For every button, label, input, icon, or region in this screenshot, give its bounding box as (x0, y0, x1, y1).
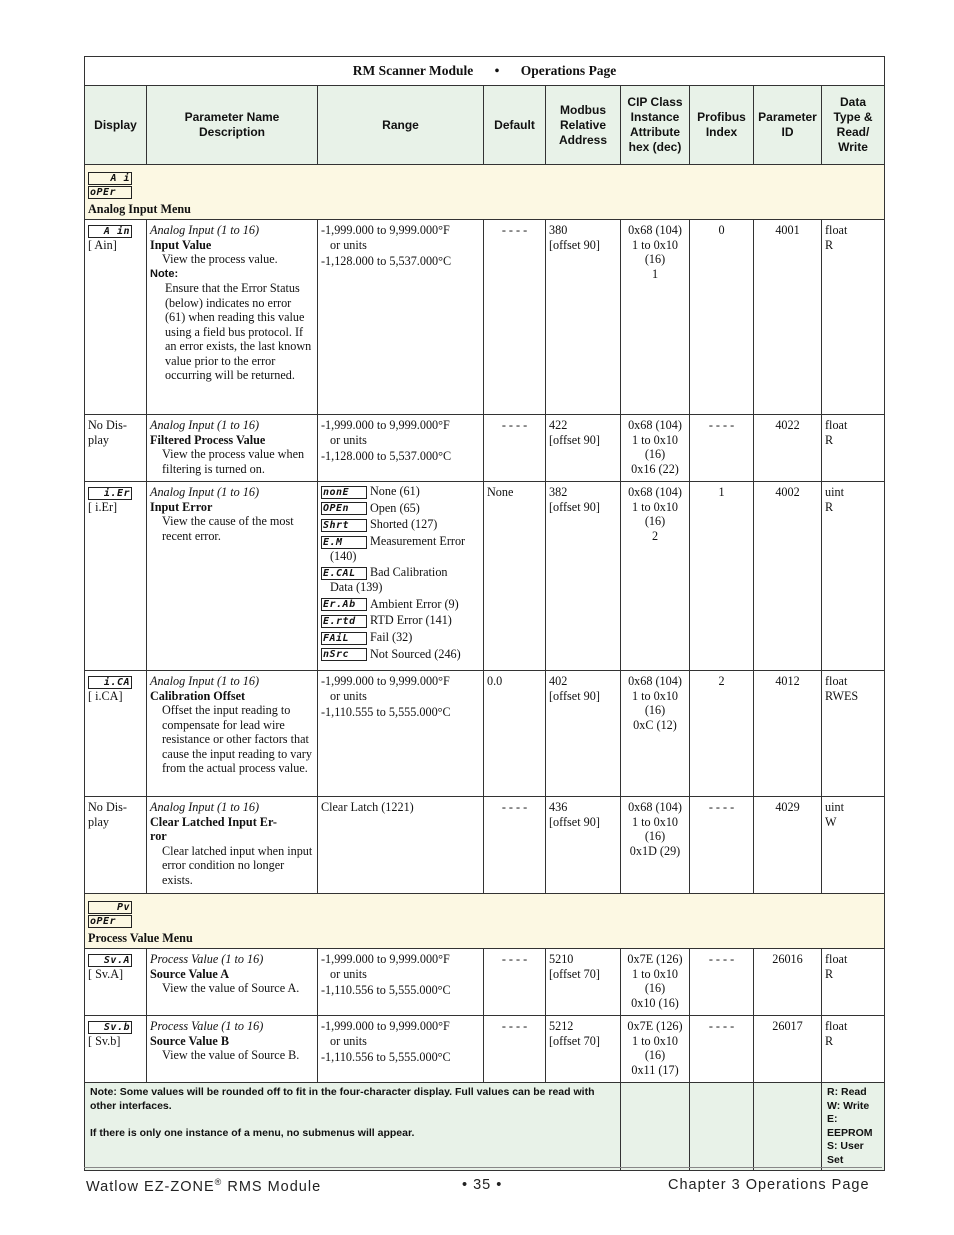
lcd-display-icon: nonE (321, 486, 367, 499)
default-cell: None (484, 482, 546, 671)
data-type: float (825, 1019, 848, 1033)
lcd-display-icon: Sv.b (88, 1021, 132, 1034)
modbus-address: 436 (549, 800, 568, 814)
header-modbus: Modbus Relative Address (546, 86, 621, 165)
cip-attribute: 1 (651, 266, 659, 281)
range-cell (318, 1016, 484, 1083)
parameter-category: Analog Input (1 to 16) (150, 674, 259, 688)
footnote-submenus: If there is only one instance of a menu, no submenus will appear. (90, 1126, 415, 1139)
default-cell: - - - - (484, 1016, 546, 1083)
footer-product-name: RMS Module (222, 1178, 322, 1195)
parameter-cell (147, 671, 318, 797)
footer-product (86, 1177, 321, 1195)
cip-class: 0x68 (104) (628, 800, 682, 814)
parameter-name: Source Value A (150, 966, 230, 981)
read-write: R (825, 966, 834, 981)
cip-instance: 1 to 0x10 (631, 499, 679, 514)
display-cell (85, 797, 147, 894)
lcd-display-icon: Sv.A (88, 954, 132, 967)
range-option-label: Not Sourced (246) (370, 646, 461, 661)
range-units: or units (330, 966, 367, 981)
parameter-description: Offset the input reading to compensate for lead wire resistance or other factors that cause the input reading to vary from the actual process value. (162, 703, 312, 775)
cip-instance-dec: (16) (644, 1048, 666, 1062)
cip-instance: 1 to 0x10 (631, 814, 679, 829)
menu-row-analog-input (85, 165, 885, 220)
display-text: play (88, 432, 109, 447)
cip-class: 0x68 (104) (628, 674, 682, 688)
cip-instance-dec: (16) (644, 703, 666, 717)
operations-parameter-table (84, 56, 885, 1171)
table-row (85, 797, 885, 894)
cip-instance-dec: (16) (644, 829, 666, 843)
display-code: [ i.Er] (88, 499, 118, 514)
parameter-id-cell: 26017 (754, 1016, 822, 1083)
default-cell: - - - - (484, 415, 546, 482)
range-option-label: Bad Calibration (370, 565, 448, 580)
legend-write: W: Write (827, 1099, 870, 1112)
cip-attribute: 0x10 (16) (631, 995, 679, 1010)
profibus-cell: - - - - (690, 797, 754, 894)
read-write: R (825, 432, 834, 447)
data-type-cell (822, 797, 885, 894)
parameter-id-cell: 26016 (754, 949, 822, 1016)
cip-cell (621, 220, 690, 415)
modbus-offset: [offset 90] (549, 814, 600, 829)
profibus-cell: - - - - (690, 415, 754, 482)
menu-cell-analog-input (85, 165, 885, 220)
range-option-label: Open (65) (370, 500, 420, 515)
range-units: or units (330, 237, 367, 252)
modbus-offset: [offset 70] (549, 966, 600, 981)
lcd-display-icon: E.rtd (321, 615, 367, 628)
cip-class: 0x7E (126) (627, 1019, 683, 1033)
lcd-display-icon: nSrc (321, 648, 367, 661)
lcd-display-icon: Er.Ab (321, 598, 367, 611)
parameter-category: Analog Input (1 to 16) (150, 418, 259, 432)
data-type: uint (825, 800, 844, 814)
cip-cell (621, 482, 690, 671)
display-text: play (88, 814, 109, 829)
modbus-cell (546, 797, 621, 894)
range-celsius: -1,128.000 to 5,537.000°C (321, 449, 452, 463)
registered-mark: ® (214, 1177, 223, 1187)
parameter-cell (147, 797, 318, 894)
profibus-cell: 0 (690, 220, 754, 415)
lcd-display-icon: E.M (321, 536, 367, 549)
read-write: R (825, 1033, 834, 1048)
menu-cell-process-value (85, 894, 885, 949)
range-option (321, 647, 480, 662)
range-option (321, 613, 480, 628)
range-option (321, 534, 480, 549)
display-code: [ Ain] (88, 237, 117, 252)
cip-instance-dec: (16) (644, 981, 666, 995)
data-type-cell (822, 949, 885, 1016)
cip-class: 0x68 (104) (628, 223, 682, 237)
parameter-category: Analog Input (1 to 16) (150, 800, 259, 814)
read-write: RWES (825, 688, 859, 703)
header-range: Range (318, 86, 484, 165)
cip-attribute: 0x16 (22) (631, 461, 679, 476)
cip-instance: 1 to 0x10 (631, 966, 679, 981)
cip-cell (621, 797, 690, 894)
modbus-cell (546, 220, 621, 415)
parameter-name-cont: ror (150, 829, 167, 843)
lcd-display-icon: i.CA (88, 676, 132, 689)
range-option-label: None (61) (370, 484, 420, 498)
header-default: Default (484, 86, 546, 165)
display-cell (85, 220, 147, 415)
display-code: [ Sv.b] (88, 1033, 121, 1048)
range-option-label: RTD Error (141) (370, 613, 452, 628)
footnote-row (85, 1083, 885, 1171)
parameter-cell (147, 482, 318, 671)
cip-class: 0x68 (104) (628, 418, 682, 432)
cip-instance-dec: (16) (644, 447, 666, 461)
parameter-cell (147, 1016, 318, 1083)
parameter-id-cell: 4002 (754, 482, 822, 671)
modbus-address: 422 (549, 418, 568, 432)
note-text: Ensure that the Error Status (below) indicates no error (61) when reading this value using a field bus protocol. If an error exists, the last known value prior to the error occurring will be returned. (165, 281, 312, 382)
legend-read: R: Read (827, 1086, 867, 1098)
note-label: Note: (150, 267, 179, 280)
range-fahrenheit: -1,999.000 to 9,999.000°F (321, 418, 450, 432)
range-option (321, 517, 480, 532)
read-write-legend (822, 1083, 885, 1171)
cip-class: 0x68 (104) (628, 485, 682, 499)
range-option: Clear Latch (1221) (321, 800, 414, 814)
range-cell (318, 220, 484, 415)
profibus-cell: 1 (690, 482, 754, 671)
display-text: No Dis- (88, 800, 127, 814)
parameter-description: View the value of Source B. (162, 1048, 300, 1062)
range-units: or units (330, 432, 367, 447)
range-cell (318, 797, 484, 894)
default-cell: 0.0 (484, 671, 546, 797)
default-cell: - - - - (484, 220, 546, 415)
profibus-cell: - - - - (690, 949, 754, 1016)
table-row (85, 415, 885, 482)
range-celsius: -1,110.556 to 5,555.000°C (321, 1050, 451, 1064)
cip-attribute: 2 (651, 528, 659, 543)
display-cell (85, 482, 147, 671)
parameter-category: Analog Input (1 to 16) (150, 223, 259, 237)
menu-row-process-value (85, 894, 885, 949)
parameter-id-cell: 4022 (754, 415, 822, 482)
range-celsius: -1,110.555 to 5,555.000°C (321, 705, 451, 719)
range-option (321, 484, 480, 499)
header-parameter-name: Parameter Name Description (147, 86, 318, 165)
table-row (85, 220, 885, 415)
range-option-label: Shorted (127) (370, 517, 438, 532)
data-type-cell (822, 220, 885, 415)
parameter-name: Input Value (150, 237, 212, 252)
range-option-label-cont: Data (139) (330, 580, 383, 595)
range-cell (318, 949, 484, 1016)
range-units: or units (330, 1033, 367, 1048)
data-type-cell (822, 1016, 885, 1083)
read-write: W (825, 814, 837, 829)
parameter-name: Filtered Process Value (150, 432, 266, 447)
display-code: [ Sv.A] (88, 966, 124, 981)
footer-chapter: Chapter 3 Operations Page (668, 1177, 870, 1193)
data-type-cell (822, 671, 885, 797)
header-data-type: Data Type & Read/ Write (822, 86, 885, 165)
default-cell: - - - - (484, 797, 546, 894)
parameter-description: View the cause of the most recent error. (162, 514, 294, 543)
default-cell: - - - - (484, 949, 546, 1016)
table-header-row (85, 86, 885, 165)
parameter-cell (147, 949, 318, 1016)
parameter-name: Source Value B (150, 1033, 230, 1048)
menu-title: Process Value Menu (88, 930, 193, 945)
display-text: No Dis- (88, 418, 127, 432)
data-type: float (825, 418, 848, 432)
modbus-address: 380 (549, 223, 568, 237)
page-number: • 35 • (462, 1177, 503, 1193)
table-row (85, 482, 885, 671)
header-parameter-id: Parameter ID (754, 86, 822, 165)
parameter-description: View the process value. (162, 252, 278, 266)
footnote-empty (621, 1083, 690, 1171)
data-type-cell (822, 415, 885, 482)
parameter-id-cell: 4012 (754, 671, 822, 797)
range-fahrenheit: -1,999.000 to 9,999.000°F (321, 1019, 450, 1033)
modbus-offset: [offset 90] (549, 499, 600, 514)
cip-instance-dec: (16) (644, 252, 666, 266)
parameter-description: Clear latched input when input error condition no longer exists. (162, 843, 313, 887)
modbus-cell (546, 482, 621, 671)
table-title (85, 57, 885, 86)
data-type: float (825, 674, 848, 688)
display-cell (85, 949, 147, 1016)
modbus-cell (546, 415, 621, 482)
cip-instance: 1 to 0x10 (631, 688, 679, 703)
parameter-category: Process Value (1 to 16) (150, 952, 264, 966)
lcd-display-icon: oPEr (88, 186, 132, 199)
range-option (321, 630, 480, 645)
cip-instance: 1 to 0x10 (631, 1033, 679, 1048)
lcd-display-icon: E.CAL (321, 567, 367, 580)
display-cell (85, 415, 147, 482)
table-title-page: Operations Page (520, 62, 617, 78)
modbus-address: 5210 (549, 952, 574, 966)
data-type: uint (825, 485, 844, 499)
lcd-display-icon: Shrt (321, 519, 367, 532)
lcd-display-icon: oPEr (88, 915, 132, 928)
profibus-cell: 2 (690, 671, 754, 797)
cip-cell (621, 949, 690, 1016)
parameter-category: Analog Input (1 to 16) (150, 485, 259, 499)
cip-attribute: 0x1D (29) (629, 843, 681, 858)
range-option (321, 501, 480, 516)
parameter-description: View the value of Source A. (162, 981, 300, 995)
lcd-display-icon: i.Er (88, 487, 132, 500)
cip-instance: 1 to 0x10 (631, 432, 679, 447)
range-option-label: Fail (32) (370, 629, 413, 644)
footer-divider (84, 1167, 882, 1168)
range-cell (318, 482, 484, 671)
table-row (85, 671, 885, 797)
parameter-name: Calibration Offset (150, 688, 246, 703)
parameter-category: Process Value (1 to 16) (150, 1019, 264, 1033)
parameter-name: Clear Latched Input Er- (150, 814, 277, 829)
range-fahrenheit: -1,999.000 to 9,999.000°F (321, 952, 450, 966)
display-cell (85, 671, 147, 797)
cip-cell (621, 1016, 690, 1083)
cip-instance: 1 to 0x10 (631, 237, 679, 252)
lcd-display-icon: A i (88, 172, 132, 185)
profibus-cell: - - - - (690, 1016, 754, 1083)
table-row (85, 1016, 885, 1083)
read-write: R (825, 237, 834, 252)
legend-user-set: S: User Set (827, 1140, 864, 1166)
range-fahrenheit: -1,999.000 to 9,999.000°F (321, 223, 450, 237)
range-option-label-cont: (140) (330, 548, 357, 563)
modbus-offset: [offset 90] (549, 237, 600, 252)
header-display: Display (85, 86, 147, 165)
data-type: float (825, 223, 848, 237)
legend-eeprom: E: EEPROM (827, 1113, 873, 1139)
header-profibus: Profibus Index (690, 86, 754, 165)
modbus-address: 5212 (549, 1019, 574, 1033)
range-option-label: Ambient Error (9) (370, 596, 459, 611)
data-type-cell (822, 482, 885, 671)
range-units: or units (330, 688, 367, 703)
lcd-display-icon: FAiL (321, 632, 367, 645)
parameter-cell (147, 220, 318, 415)
menu-title: Analog Input Menu (88, 201, 191, 216)
read-write: R (825, 499, 834, 514)
footnote-rounding: Note: Some values will be rounded off to fit in the four-character display. Full values can be read with other interfaces. (90, 1086, 595, 1112)
cip-class: 0x7E (126) (627, 952, 683, 966)
table-title-separator: • (494, 62, 500, 78)
header-cip: CIP Class Instance Attribute hex (dec) (621, 86, 690, 165)
lcd-display-icon: OPEn (321, 502, 367, 515)
data-type: float (825, 952, 848, 966)
parameter-description: View the process value when filtering is turned on. (162, 447, 305, 476)
range-cell (318, 415, 484, 482)
range-celsius: -1,128.000 to 5,537.000°C (321, 254, 452, 268)
modbus-cell (546, 671, 621, 797)
parameter-id-cell: 4001 (754, 220, 822, 415)
parameter-id-cell: 4029 (754, 797, 822, 894)
table-row (85, 949, 885, 1016)
table-title-row (85, 57, 885, 86)
parameter-cell (147, 415, 318, 482)
footnote-empty (690, 1083, 754, 1171)
range-option-label: Measurement Error (370, 534, 466, 549)
modbus-address: 402 (549, 674, 568, 688)
footer-brand: Watlow EZ-ZONE (86, 1178, 215, 1195)
footnote-cell (85, 1083, 621, 1171)
lcd-display-icon: A in (88, 225, 132, 238)
range-cell (318, 671, 484, 797)
range-celsius: -1,110.556 to 5,555.000°C (321, 983, 451, 997)
range-option (321, 565, 480, 580)
modbus-cell (546, 1016, 621, 1083)
lcd-display-icon: Pv (88, 901, 132, 914)
range-option (321, 597, 480, 612)
table-title-module: RM Scanner Module (352, 62, 474, 78)
display-cell (85, 1016, 147, 1083)
modbus-offset: [offset 90] (549, 688, 600, 703)
range-fahrenheit: -1,999.000 to 9,999.000°F (321, 674, 450, 688)
cip-cell (621, 415, 690, 482)
cip-attribute: 0xC (12) (633, 717, 677, 732)
display-code: [ i.CA] (88, 688, 123, 703)
footnote-empty (754, 1083, 822, 1171)
modbus-address: 382 (549, 485, 568, 499)
cip-instance-dec: (16) (644, 514, 666, 528)
cip-attribute: 0x11 (17) (631, 1062, 679, 1077)
modbus-cell (546, 949, 621, 1016)
parameter-name: Input Error (150, 499, 213, 514)
modbus-offset: [offset 90] (549, 432, 600, 447)
modbus-offset: [offset 70] (549, 1033, 600, 1048)
cip-cell (621, 671, 690, 797)
